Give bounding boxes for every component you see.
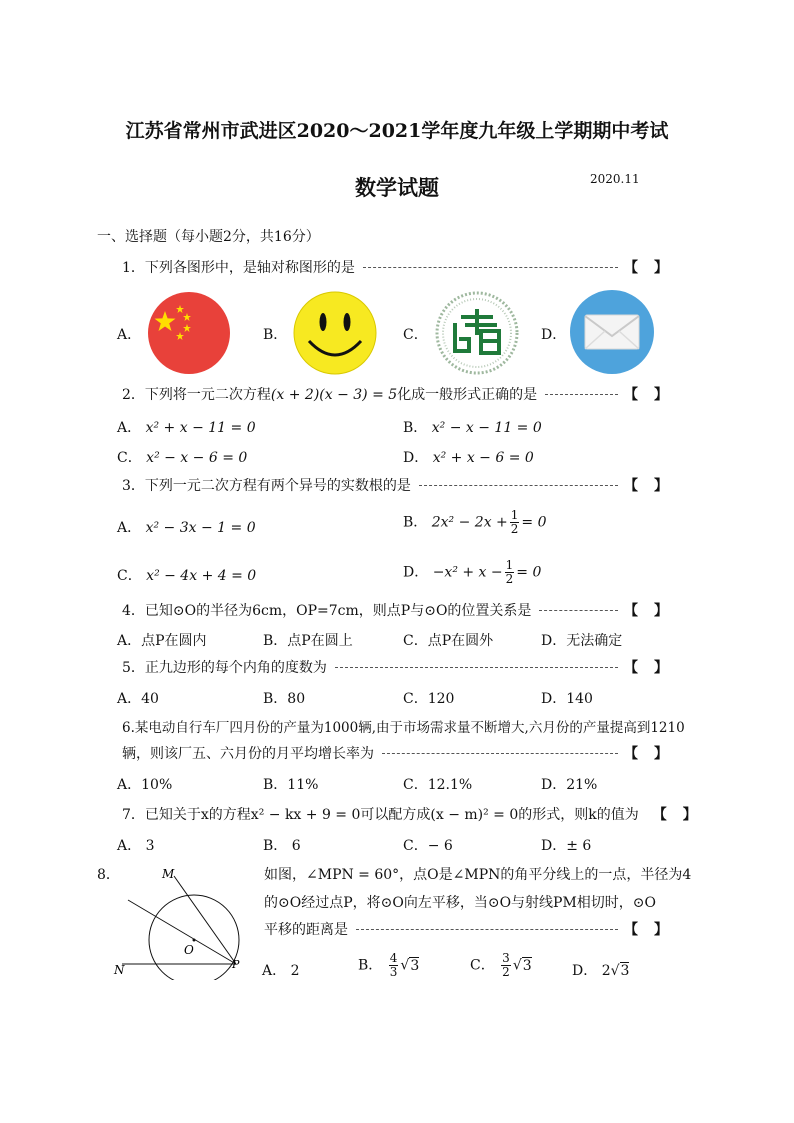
leader-dots [539, 610, 618, 611]
smiley-face [294, 292, 376, 374]
fraction: $\frac{1}{2}$ [510, 508, 519, 536]
q4-option-b[interactable]: B．点P在圆上 [263, 633, 353, 649]
xi-seal-icon[interactable] [435, 291, 519, 375]
question-8-line1: 如图，∠MPN = 60°，点O是∠MPN的角平分线上的一点，半径为4 [264, 867, 692, 883]
q2-option-d[interactable]: D． x² + x − 6 = 0 [403, 450, 534, 466]
question-8-line2: 的⊙O经过点P，将⊙O向左平移，当⊙O与射线PM相切时，⊙O [264, 895, 657, 911]
q1-option-b-label: B． [263, 327, 288, 343]
question-3 [122, 475, 668, 495]
q6-option-b[interactable]: B．11% [263, 777, 319, 793]
question-2-stem-end: 化成一般形式正确的是 [397, 387, 538, 403]
label-p: P [232, 958, 240, 971]
question-8-number: 8． [97, 867, 120, 883]
envelope-body [585, 315, 639, 349]
question-5 [122, 657, 668, 677]
question-2-equation: (x + 2)(x − 3) = 5 [270, 387, 398, 403]
q3-option-c[interactable]: C． x² − 4x + 4 = 0 [117, 568, 257, 584]
question-1-stem: 1．下列各图形中，是轴对称图形的是 [122, 260, 355, 276]
answer-bracket[interactable]: 【 】 [624, 660, 668, 676]
answer-bracket[interactable]: 【 】 [652, 807, 697, 823]
label-o: O [184, 943, 194, 957]
answer-bracket[interactable]: 【 】 [624, 603, 668, 619]
question-4-stem: 4．已知⊙O的半径为6cm，OP=7cm，则点P与⊙O的位置关系是 [122, 603, 532, 619]
sqrt-sign: √ [400, 957, 410, 974]
angle-bisector [128, 900, 236, 964]
leader-dots [335, 667, 618, 668]
smiley-right-eye [344, 313, 351, 331]
fraction: $\frac{3}{2}$ [502, 951, 510, 979]
q7-option-b[interactable]: B． 6 [263, 838, 301, 854]
flag-circle [148, 292, 230, 374]
answer-bracket[interactable]: 【 】 [624, 260, 668, 276]
exam-title: 江苏省常州市武进区2020～2021学年度九年级上学期期中考试 [125, 120, 669, 142]
smiley-left-eye [320, 313, 327, 331]
circle-o [149, 895, 239, 980]
q3-option-a[interactable]: A． x² − 3x − 1 = 0 [117, 520, 256, 536]
question-7-stem: 7．已知关于x的方程x² − kx + 9 = 0可以配方成(x − m)² = 0的形式，则k的值为 [122, 807, 639, 823]
center-point [193, 939, 196, 942]
question-3-stem: 3．下列一元二次方程有两个异号的实数根的是 [122, 478, 411, 494]
question-8 [264, 919, 668, 939]
answer-bracket[interactable]: 【 】 [624, 478, 668, 494]
question-5-stem: 5．正九边形的每个内角的度数为 [122, 660, 327, 676]
exam-date: 2020.11 [590, 172, 640, 186]
q2-option-b[interactable]: B． x² − x − 11 = 0 [403, 420, 542, 436]
answer-bracket[interactable]: 【 】 [624, 922, 668, 938]
answer-bracket[interactable]: 【 】 [624, 746, 668, 762]
leader-dots [419, 485, 618, 486]
geometry-figure [110, 862, 250, 980]
question-2 [122, 384, 668, 404]
q5-option-a[interactable]: A．40 [117, 691, 159, 707]
q5-option-c[interactable]: C．120 [403, 691, 455, 707]
q2-option-c[interactable]: C． x² − x − 6 = 0 [117, 450, 248, 466]
q7-option-a[interactable]: A． 3 [117, 838, 155, 854]
leader-dots [382, 753, 618, 754]
q3-option-d[interactable]: D． −x² + x − $\frac{1}{2}$ = 0 [403, 558, 542, 586]
q1-option-c-label: C． [403, 327, 428, 343]
question-2-stem: 2．下列将一元二次方程 [122, 387, 271, 403]
exam-subtitle: 数学试题 [355, 175, 439, 200]
sqrt-sign: √ [512, 957, 522, 974]
q6-option-c[interactable]: C．12.1% [403, 777, 473, 793]
leader-dots [363, 267, 618, 268]
q7-option-d[interactable]: D．± 6 [541, 838, 592, 854]
q8-option-c[interactable]: C． $\frac{3}{2}$ √3 [470, 951, 532, 979]
q1-option-d-label: D． [541, 327, 567, 343]
q5-option-d[interactable]: D．140 [541, 691, 593, 707]
q7-option-c[interactable]: C．− 6 [403, 838, 453, 854]
flag-icon[interactable] [147, 291, 231, 375]
q2-option-a[interactable]: A． x² + x − 11 = 0 [117, 420, 256, 436]
fraction: $\frac{4}{3}$ [389, 951, 398, 979]
question-8-line3: 平移的距离是 [264, 922, 348, 938]
question-6-stem-line1: 6.某电动自行车厂四月份的产量为1000辆,由于市场需求量不断增大,六月份的产量提高到1210 [122, 720, 685, 736]
question-6 [122, 743, 668, 763]
q4-option-a[interactable]: A．点P在圆内 [117, 633, 207, 649]
q8-option-b[interactable]: B． $\frac{4}{3}$ √3 [358, 951, 420, 979]
label-m: M [162, 867, 175, 881]
fraction: $\frac{1}{2}$ [505, 558, 514, 586]
q8-option-a[interactable]: A． 2 [262, 963, 300, 979]
label-n: N [114, 963, 125, 977]
question-7 [122, 804, 697, 824]
answer-bracket[interactable]: 【 】 [624, 387, 668, 403]
question-6-stem-line2: 辆，则该厂五、六月份的月平均增长率为 [122, 746, 374, 762]
q8-option-d[interactable]: D． 2√3 [572, 963, 630, 979]
seal-glyph [455, 311, 499, 353]
envelope-icon[interactable] [569, 289, 655, 375]
question-1 [122, 257, 668, 277]
q5-option-b[interactable]: B．80 [263, 691, 306, 707]
smiley-icon[interactable] [293, 291, 377, 375]
leader-dots [356, 929, 618, 930]
sqrt-sign: √ [610, 963, 620, 979]
q3-option-b[interactable]: B． 2x² − 2x + $\frac{1}{2}$ = 0 [403, 508, 547, 536]
q6-option-a[interactable]: A．10% [117, 777, 173, 793]
q6-option-d[interactable]: D．21% [541, 777, 598, 793]
leader-dots [545, 394, 618, 395]
q4-option-c[interactable]: C．点P在圆外 [403, 633, 494, 649]
q1-option-a-label: A． [117, 327, 142, 343]
question-4 [122, 600, 668, 620]
q4-option-d[interactable]: D．无法确定 [541, 633, 623, 649]
section-heading: 一、选择题（每小题2分，共16分） [97, 229, 320, 245]
